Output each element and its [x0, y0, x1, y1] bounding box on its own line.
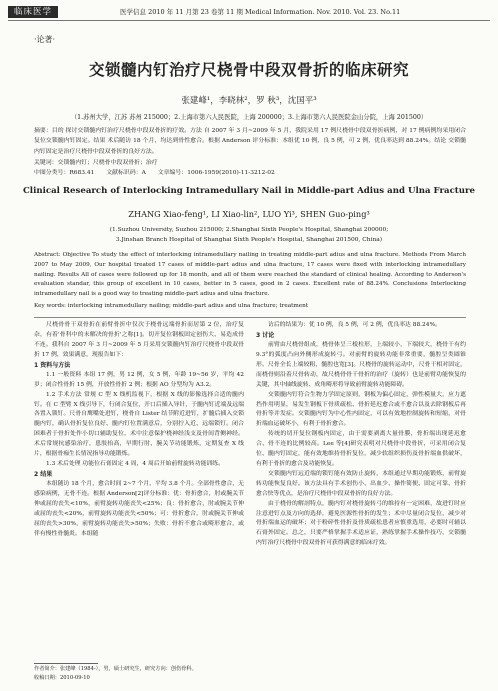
- keywords-en: Key words: interlocking intramedullary nailing; middle-part adius and ulna fracture; treatment: [34, 303, 309, 309]
- body-paragraph: 传统的切开复位钢板内固定，由于需要剥离大量骨膜，骨折端出现延迟愈合、骨不连的比例较高。Lee 等[4]研究表明对尺桡骨中段骨折，可采用闭合复位、髓内钉固定，能有效地维持骨折复位，减少软组织损伤及骨折端血供破坏，有利于骨折的愈合及功能恢复。: [256, 431, 466, 467]
- title-en: Clinical Research of Interlocking Intramedullary Nail in Middle-part Adius and Ulna Fracture: [22, 186, 476, 196]
- affiliation-en: [0, 225, 498, 245]
- body-paragraph: 前臂由尺桡骨组成，桡骨体呈三棱柱形，上端较小，下端较大，桡骨干有约 9.3°的弧度凸向外侧形成旋转弓。对前臂的旋转功能非常重要，髓腔呈类圆锥形。尺骨全长上端较粗，髓腔也宽[3]。尺桡骨的旋转运动中，尺骨干相对固定，而桡骨则沿着尺骨转动，故尺桡骨骨干骨折的治疗（旋转）也是前臂功能恢复的关键，其中轴线旋转、成角畸形将导致前臂旋转功能障碍。: [256, 342, 466, 388]
- body-paragraph: 交锁髓内钉符合生物力学固定原则，钢板为偏心固定，弹性模量大，应力遮挡作用明显，易发生钢板下骨质疏松、骨折延迟愈合或不愈合以及去除钢板后再骨折等并发症。交锁髓内钉为中心性内固定，可以有效地控制旋转和短缩，对骨折端血运破坏小，有利于骨折愈合。: [256, 391, 466, 428]
- body-paragraph: 由于桡骨的解剖特点，髓内钉对桡骨旋转弓的维持有一定困难，故进钉时应注意进钉点及方向的选择，避免医源性骨折的发生；术中尽量闭合复位，减少对骨折端血运的破坏；对于粉碎性骨折及骨质疏松患者应慎重选用，必要时可辅以石膏外固定。总之，只要严格掌握手术适应证，熟练掌握手术操作技巧，交锁髓内钉治疗尺桡骨中段双骨折可获得满意的临床疗效。: [256, 500, 466, 547]
- authors-en: ZHANG Xiao-feng¹, LI Xiao-lin², LUO Yi³, SHEN Guo-ping³: [128, 209, 370, 219]
- section-heading: 1 资料与方法: [34, 361, 71, 369]
- body-column-right: [256, 321, 466, 549]
- section-label: 临床医学: [8, 6, 58, 18]
- body-paragraph: 尺桡骨骨干双骨折在前臂骨折中仅次于桡骨远端骨折而居第 2 位，治疗复杂，有着'骨科中的未解决的骨折'之称[1]。切开复位钢板固定创伤大、易造成骨不连。我科自 2007 年 3 月~2009 年 5 月采用交锁髓内钉治疗尺桡骨中段双骨折 17 例，效果满意，现报告如下：: [34, 322, 244, 358]
- authors-cn: 张建峰¹，李晓林²，罗 秋³，沈国平³: [181, 96, 317, 106]
- received-date: 收稿日期：2010-09-10: [34, 674, 90, 681]
- affiliation-cn: （1.苏州大学，江苏 苏州 215000；2.上海市第六人民医院，上海 200000；3.上海市第六人民医院金山分院，上海 201500）: [70, 114, 428, 121]
- abstract-cn: 摘要：目的 探讨交锁髓内钉治疗尺桡骨中段双骨折的疗效。方法 自 2007 年 3 月~2009 年 5 月，我院采用 17 例尺桡骨中段双骨折病例，对 17 例病例均采用闭合复位交锁髓内钉固定。结果 术后随访 18 个月，均达到骨性愈合。根据 Anderson 评分标准：本组优 10 例，良 5 例，可 2 例，优良率达到 88.24%。结论 交锁髓内钉固定是治疗尺桡骨中段双骨折的良好方法。: [34, 128, 466, 155]
- body-paragraph: 本组随访 18 个月，愈合时间 2~7 个月，平均 3.8 个月。全部骨性愈合，无感染病例，无骨不连。根据 Anderson[2]评分标准：优：骨折愈合，肘或腕关节伸或屈的丧失<10%，前臂旋转功能丧失<25%；良：骨折愈合，肘或腕关节伸或屈的丧失<20%，前臂旋转功能丧失<50%；可：骨折愈合，肘或腕关节伸或屈的丧失>30%，前臂旋转功能丧失>50%；失败：骨折不愈合或畸形愈合，或伴有慢性骨髓炎。本组随: [34, 481, 244, 537]
- classification-cn: [34, 168, 466, 178]
- article-number: 文章编号：1006-1959(2010)-11-3212-02: [157, 170, 275, 176]
- header-rule: [8, 20, 490, 21]
- article-tag: ·论著·: [34, 35, 56, 44]
- abstract-en: Abstract: Objective To study the effect of interlocking intramedullary nailing in treating middle-part adius and ulna fracture. Methods From March 2007 to May 2009, Our hospital treated 17 cases of middle-part adius and ulna fracture, 17 cases were fixed with interlocking intramedullary nailing. Results All of cases were followed up for 18 month, and all of them were reached the standard of clinical healing. According to Anderson's evaluation standar, this group of excellent in 10 cases, better in 5 cases, good in 2 cases. Excellent rate of 88.24%. Conclusions Interlocking intramedullary nail is a good way to treating middle-part adius and ulna fracture.: [34, 252, 466, 298]
- section-heading: 2 结果: [34, 470, 53, 478]
- title-cn: 交锁髓内钉治疗尺桡骨中段双骨折的临床研究: [88, 61, 409, 79]
- journal-line: 医学信息 2010 年 11 月第 23 卷第 11 期 Medical Information. Nov. 2010. Vol. 23. No.11: [120, 8, 401, 16]
- body-column-left: [34, 321, 244, 540]
- page-header: [0, 0, 498, 24]
- affiliation-en-line: (1.Suzhou University, Suzhou 215000; 2.Shanghai Sixth People's Hospital, Shanghai 200000;: [109, 227, 389, 233]
- section-heading: 3 讨论: [256, 331, 275, 339]
- section-divider: [34, 317, 466, 318]
- footnote-rule: [34, 663, 98, 664]
- body-paragraph: 访后的结果为：优 10 例，良 5 例，可 2 例，优良率达 88.24%。: [268, 322, 441, 328]
- affiliation-en-line: 3.Jinshan Branch Hospital of Shanghai Sixth People's Hospital, Shanghai 201500, China): [115, 237, 383, 243]
- author-note: 作者简介：张建峰（1984-），男，硕士研究生，研究方向：创伤骨科。: [34, 666, 197, 672]
- doc-code: 文献标识码：A: [106, 170, 146, 176]
- body-paragraph: 1.3 术后处理 功能位石膏固定 4 周，4 周后开始前臂旋转功能训练。: [46, 460, 224, 467]
- clc-number: 中图分类号：R683.41: [34, 170, 95, 176]
- body-paragraph: 1.2 手术方法 常规 C 型 X 线机监视下，根据 X 线的影像选择合适的髓内钉。在 C 型臂 X 线引导下，行闭合复位，开口后插入导针，于髓内钉近端及远端各置入锁钉。尺骨自鹰嘴处进钉，桡骨自 Lister 结节附近进钉，扩髓后插入交锁髓内钉，确认骨折复位良好、髓内钉位置满意后，分别拧入近、远端锁钉。闭合困难者于骨折处作小切口辅助复位，术中注意保护桡神经浅支及骨间背侧神经。术后常规抗感染治疗，患肢抬高，早期行肘、腕关节功能锻炼，定期复查 X 线片，根据骨痂生长情况指导功能锻炼。: [34, 391, 244, 458]
- keywords-cn: 关键词：交锁髓内钉；尺桡骨中段双骨折；治疗: [34, 160, 158, 166]
- footnote: [34, 665, 248, 682]
- body-paragraph: 交锁髓内钉远近端的锁钉能有效防止旋转，本组通过早期功能锻炼，前臂旋转功能恢复良好。该方法具有手术创伤小、出血少、操作简便、固定可靠、骨折愈合快等优点，是治疗尺桡骨中段双骨折的良好方法。: [256, 470, 466, 497]
- body-paragraph: 1.1 一般资料 本组 17 例，男 12 例，女 5 例，年龄 19~56 岁，平均 42 岁；闭合性骨折 15 例，开放性骨折 2 例；根据 AO 分型均为 A3.2。: [34, 371, 244, 388]
